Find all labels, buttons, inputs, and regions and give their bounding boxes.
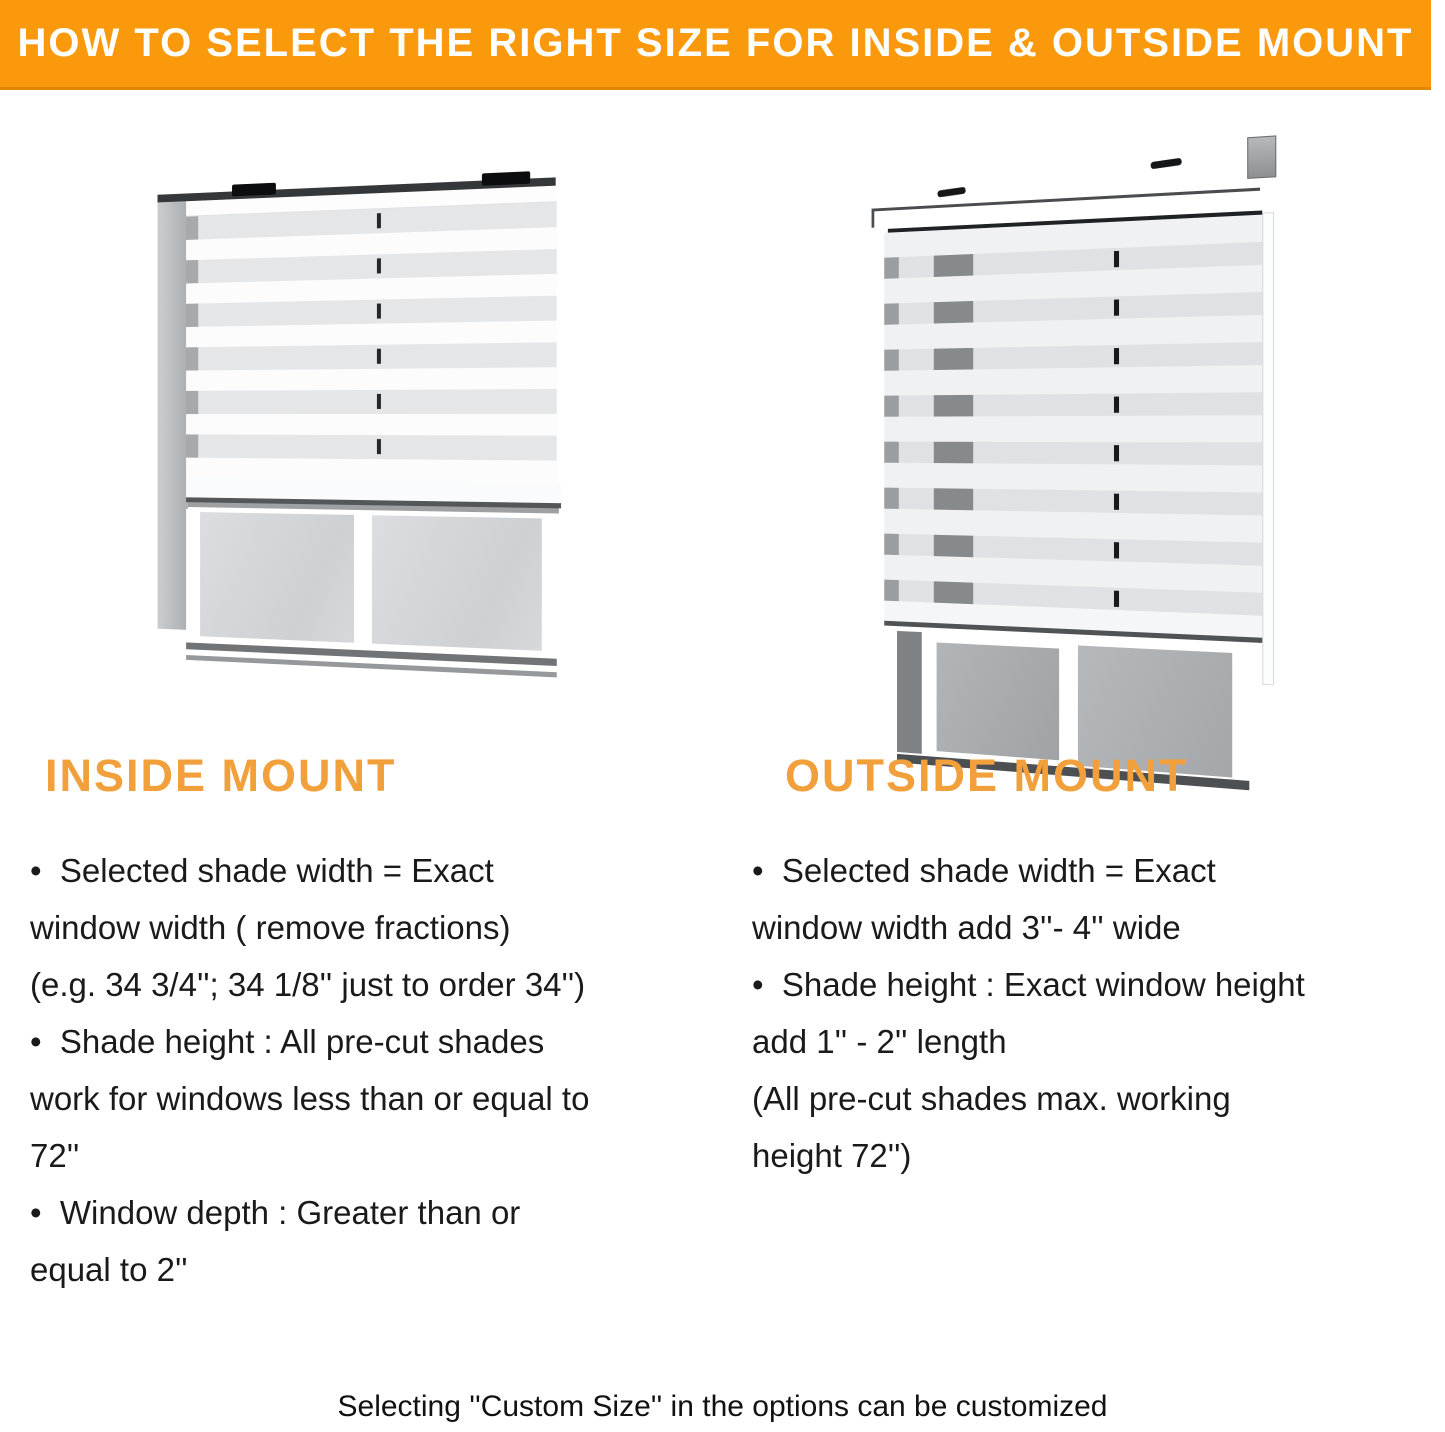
banner [0, 0, 1431, 90]
outside-mount-heading: OUTSIDE MOUNT [785, 750, 1189, 801]
banner-title: HOW TO SELECT THE RIGHT SIZE FOR INSIDE & OUTSIDE MOUNT [17, 21, 1414, 65]
mounting-bracket [1247, 135, 1276, 179]
wall-mount-ledge [872, 188, 1261, 212]
outside-mount-window [870, 132, 1286, 736]
shade-left-shadow [186, 216, 198, 478]
shade-hem-bar [186, 478, 561, 508]
spec-line: • Shade height : Exact window height [752, 965, 1305, 1003]
shade-side-rail [1262, 212, 1274, 685]
zebra-shade-fabric [186, 202, 557, 482]
inside-mount-illustration [148, 152, 568, 682]
screw-slot-icon [1150, 158, 1182, 170]
outside-mount-specs [752, 842, 1432, 1184]
spec-line: (e.g. 34 3/4''; 34 1/8'' just to order 34'') [30, 965, 586, 1003]
inside-mount-heading: INSIDE MOUNT [45, 750, 397, 801]
spec-line: • Window depth : Greater than or [30, 1193, 521, 1231]
spec-line: • Selected shade width = Exact [752, 851, 1216, 889]
window-center-divider-seen-through-sheer [1114, 222, 1119, 611]
mounting-clip-icon [482, 171, 530, 185]
window-lower-section [186, 509, 557, 687]
zebra-shade-fabric [884, 215, 1264, 616]
spec-line: add 1'' - 2'' length [752, 1022, 1007, 1060]
window-jamb-behind-sheer [934, 229, 973, 605]
spec-line: (All pre-cut shades max. working [752, 1079, 1231, 1117]
spec-line: window width add 3''- 4'' wide [752, 908, 1181, 946]
spec-line: • Shade height : All pre-cut shades [30, 1022, 545, 1060]
spec-line: equal to 2'' [30, 1250, 188, 1288]
window-left-jamb [897, 631, 922, 754]
screw-slot-icon [937, 187, 966, 198]
spec-line: window width ( remove fractions) [30, 908, 511, 946]
spec-line: work for windows less than or equal to [30, 1079, 590, 1117]
spec-line: height 72'') [752, 1136, 912, 1174]
window-glass-pane-right [372, 515, 542, 651]
custom-size-note: Selecting ''Custom Size'' in the options can be customized [337, 1390, 1108, 1423]
outside-mount-illustration [858, 146, 1278, 721]
wall-mount-ledge-end [872, 208, 875, 227]
window-glass-pane-left [200, 512, 354, 643]
mounting-clip-icon [232, 183, 276, 197]
window-glass-pane-left [937, 642, 1060, 760]
inside-mount-specs [30, 842, 730, 1298]
inside-mount-window [157, 141, 575, 693]
window-left-jamb [157, 199, 188, 630]
spec-line: 72'' [30, 1136, 80, 1174]
spec-line: • Selected shade width = Exact [30, 851, 494, 889]
window-frame-behind-sheer [884, 232, 899, 601]
window-center-divider-seen-through-sheer [377, 209, 381, 480]
